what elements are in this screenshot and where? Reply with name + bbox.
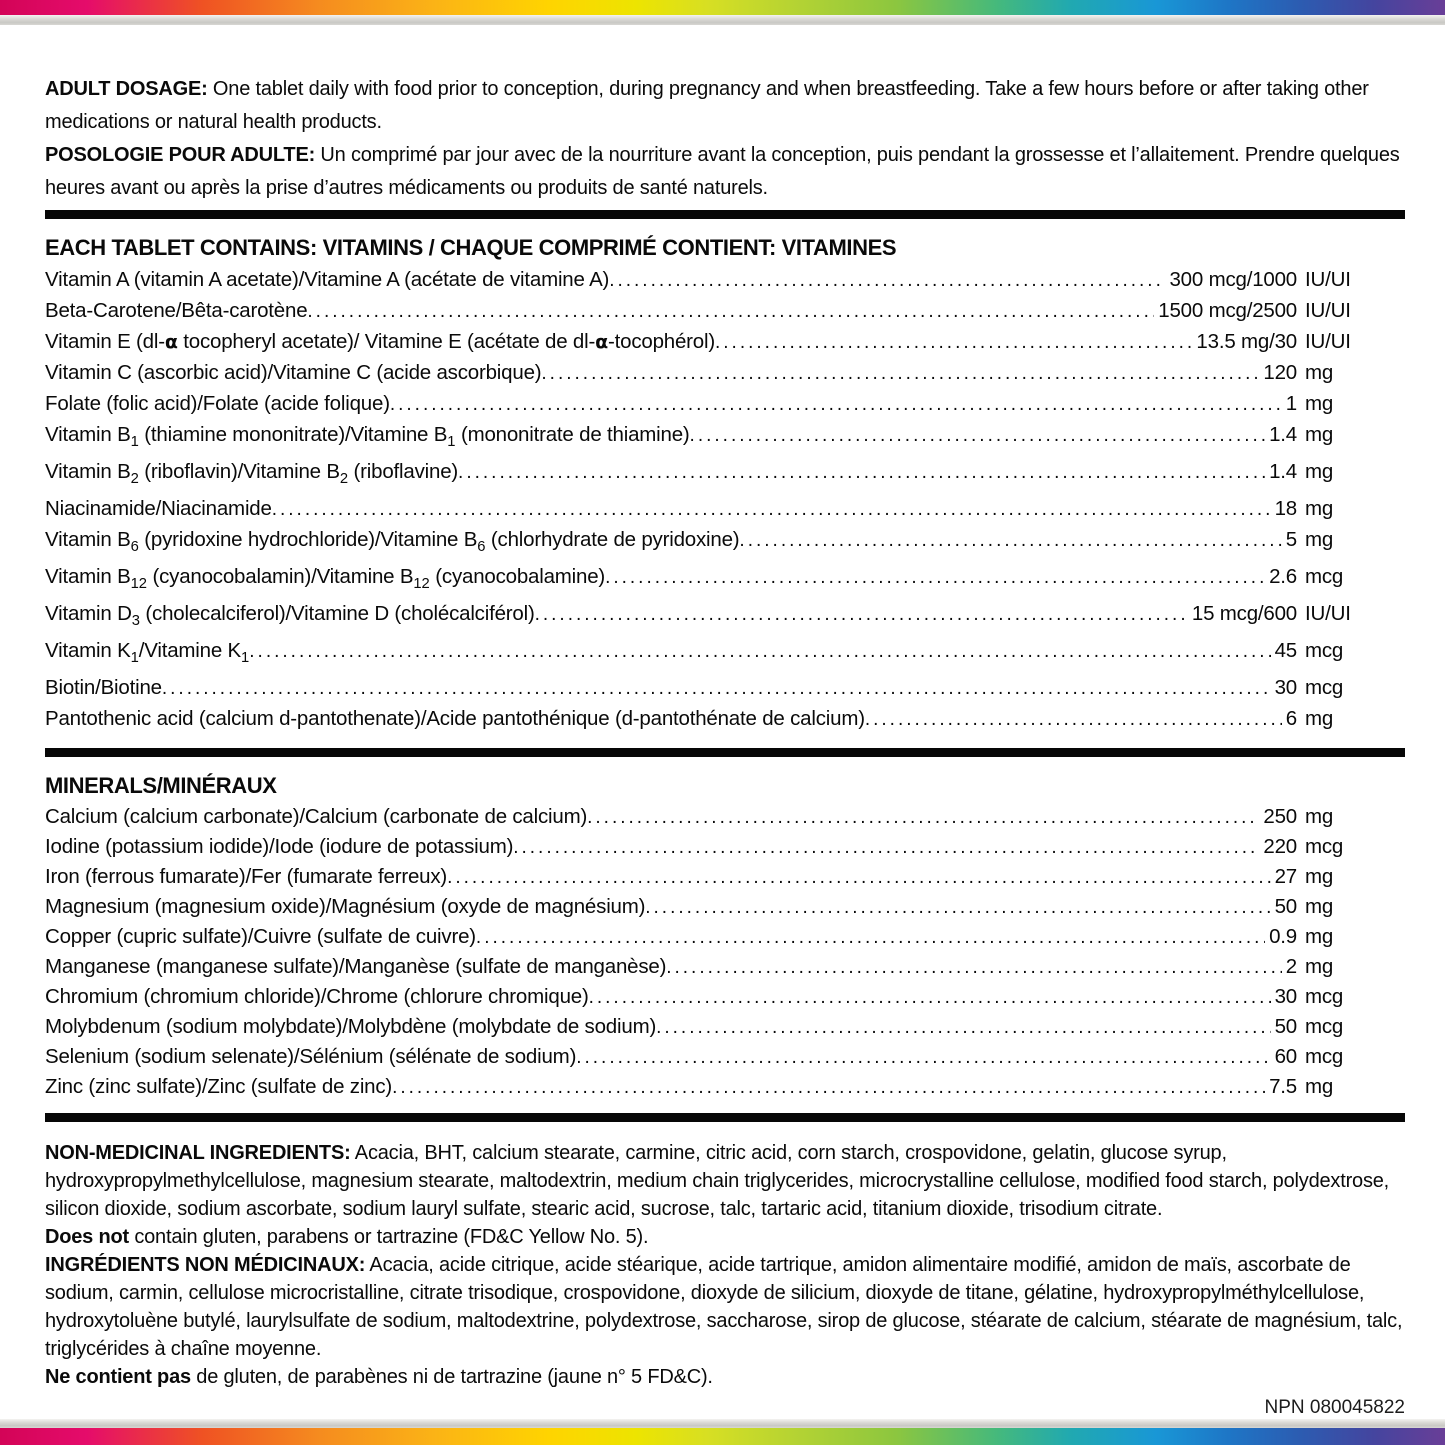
ingredient-name: Vitamin A (vitamin A acetate)/Vitamine A (acétate de vitamine A) bbox=[45, 267, 610, 291]
ingredient-name: Selenium (sodium selenate)/Sélénium (sélénate de sodium) bbox=[45, 1045, 577, 1069]
ingredient-amount: 60 bbox=[1274, 1045, 1297, 1069]
ingredient-amount: 1.4 bbox=[1269, 422, 1297, 446]
ingredient-amount: 30 bbox=[1274, 676, 1297, 700]
ingredient-row bbox=[45, 457, 1405, 494]
ingredient-unit: mcg bbox=[1305, 1015, 1344, 1039]
label-content bbox=[45, 25, 1405, 1420]
dot-leader bbox=[249, 636, 1270, 667]
non-medicinal-paragraph-fr bbox=[45, 1251, 1405, 1363]
ingredient-row bbox=[45, 1012, 1405, 1042]
ingredient-amount: 1.4 bbox=[1269, 459, 1297, 483]
npn-number: NPN 080045822 bbox=[1264, 1397, 1405, 1419]
ingredient-unit: mcg bbox=[1305, 985, 1344, 1009]
dosage-paragraph-fr bbox=[45, 139, 1405, 205]
ingredient-row bbox=[45, 420, 1405, 457]
ingredient-unit: mg bbox=[1305, 895, 1334, 919]
dot-leader bbox=[656, 1012, 1271, 1042]
dot-leader bbox=[541, 358, 1259, 389]
ingredient-amount: 6 bbox=[1285, 707, 1297, 731]
ingredient-name: Zinc (zinc sulfate)/Zinc (sulfate de zinc) bbox=[45, 1075, 393, 1099]
ingredient-name: Vitamin E (dl-α tocopheryl acetate)/ Vitamine E (acétate de dl-α-tocophérol) bbox=[45, 329, 715, 353]
ingredient-unit: mg bbox=[1305, 496, 1334, 520]
ingredient-name: Vitamin $B_6$ (pyridoxine hydrochloride)/Vitamine $B_6$ (chlorhydrate de pyridoxine) bbox=[45, 527, 740, 555]
ingredient-row bbox=[45, 922, 1405, 952]
ingredient-row bbox=[45, 389, 1405, 420]
ingredient-name: Vitamin $D_3$ (cholecalciferol)/Vitamine D (cholécalciférol) bbox=[45, 602, 535, 630]
ingredient-row bbox=[45, 1042, 1405, 1072]
ingredient-amount: 300 mcg/1000 bbox=[1169, 267, 1297, 291]
dosage-lead-en: ADULT DOSAGE: bbox=[45, 77, 208, 100]
dot-leader bbox=[476, 922, 1265, 952]
ingredient-row bbox=[45, 494, 1405, 525]
does-not-contain-en bbox=[45, 1223, 1405, 1251]
ingredient-name: Molybdenum (sodium molybdate)/Molybdène (molybdate de sodium) bbox=[45, 1015, 657, 1039]
ingredient-name: Iron (ferrous fumarate)/Fer (fumarate ferreux) bbox=[45, 865, 448, 889]
ingredient-row bbox=[45, 525, 1405, 562]
ingredient-row bbox=[45, 704, 1405, 735]
ingredient-unit: mg bbox=[1305, 955, 1334, 979]
ingredient-name: Biotin/Biotine bbox=[45, 676, 162, 700]
ingredient-name: Pantothenic acid (calcium d-pantothenate)/Acide pantothénique (d-pantothénate de calcium) bbox=[45, 707, 865, 731]
ingredient-unit: mg bbox=[1305, 391, 1334, 415]
ingredient-name: Calcium (calcium carbonate)/Calcium (carbonate de calcium) bbox=[45, 805, 588, 829]
dot-leader bbox=[390, 389, 1282, 420]
top-rainbow-bar bbox=[0, 0, 1445, 15]
dosage-lead-fr: POSOLOGIE POUR ADULTE: bbox=[45, 143, 316, 166]
ingredient-unit: mcg bbox=[1305, 835, 1344, 859]
dot-leader bbox=[535, 599, 1188, 630]
ingredient-name: Folate (folic acid)/Folate (acide folique) bbox=[45, 391, 390, 415]
dot-leader bbox=[666, 952, 1282, 982]
dot-leader bbox=[513, 832, 1259, 862]
dot-leader bbox=[715, 327, 1192, 358]
non-medicinal-paragraph-en bbox=[45, 1139, 1405, 1223]
ingredient-name: Chromium (chromium chloride)/Chrome (chlorure chromique) bbox=[45, 985, 589, 1009]
ingredient-name: Copper (cupric sulfate)/Cuivre (sulfate de cuivre) bbox=[45, 925, 476, 949]
dot-leader bbox=[589, 982, 1271, 1012]
ingredient-unit: mg bbox=[1305, 360, 1334, 384]
ingredient-unit: mg bbox=[1305, 527, 1334, 551]
ingredient-unit: IU/UI bbox=[1305, 329, 1351, 353]
dosage-text-fr: Un comprimé par jour avec de la nourriture avant la conception, puis pendant la grossesse et l’allaitement. Prendre quelques heures avant ou après la prise d’autres médicaments ou produits de santé naturels. bbox=[45, 143, 1400, 199]
non-medicinal-section bbox=[45, 1139, 1405, 1391]
non-medicinal-text-en: Acacia, BHT, calcium stearate, carmine, citric acid, corn starch, crospovidone, gelatin, glucose syrup, hydroxypropylmethylcellulose, magnesium stearate, maltodextrin, medium chain triglycerides, microcrystalline cellulose, modified food starch, polydextrose, silicon dioxide, sodium ascorbate, sodium lauryl sulfate, stearic acid, sucrose, talc, tartaric acid, titanium dioxide, trisodium citrate. bbox=[45, 1142, 1390, 1221]
ingredient-row bbox=[45, 673, 1405, 704]
ingredient-name: Niacinamide/Niacinamide bbox=[45, 496, 272, 520]
ingredient-unit: mg bbox=[1305, 865, 1334, 889]
dot-leader bbox=[447, 862, 1271, 892]
dot-leader bbox=[272, 494, 1271, 525]
top-silver-bar bbox=[0, 15, 1445, 24]
ingredient-amount: 220 bbox=[1263, 835, 1297, 859]
minerals-table bbox=[45, 802, 1405, 1102]
ingredient-amount: 50 bbox=[1274, 895, 1297, 919]
does-not-lead-fr: Ne contient pas bbox=[45, 1366, 191, 1389]
ingredient-row bbox=[45, 562, 1405, 599]
ingredient-row bbox=[45, 358, 1405, 389]
ingredient-name: Iodine (potassium iodide)/Iode (iodure de potassium) bbox=[45, 835, 514, 859]
ingredient-unit: mcg bbox=[1305, 639, 1344, 663]
dosage-text-en: One tablet daily with food prior to conception, during pregnancy and when breastfeeding. Take a few hours before or after taking other medications or natural health products. bbox=[45, 77, 1369, 133]
does-not-text-en: contain gluten, parabens or tartrazine (FD&C Yellow No. 5). bbox=[128, 1226, 649, 1249]
ingredient-row bbox=[45, 599, 1405, 636]
non-medicinal-text-fr: Acacia, acide citrique, acide stéarique, acide tartrique, amidon alimentaire modifié, amidon de maïs, ascorbate de sodium, carmin, cellulose microcristalline, citrate trisodique, crospovidone, dioxyde de silicium, dioxyde de titane, gélatine, hydroxypropylméthylcellulose, hydroxytoluène butylé, laurylsulfate de sodium, maltodextrine, polydextrose, saccharose, sirop de glucose, stéarate de calcium, stéarate de magnésium, talc, triglycérides à chaîne moyenne. bbox=[45, 1254, 1403, 1361]
ingredient-row bbox=[45, 296, 1405, 327]
ingredient-row bbox=[45, 982, 1405, 1012]
dot-leader bbox=[865, 704, 1282, 735]
ingredient-amount: 1 bbox=[1285, 391, 1297, 415]
vitamins-table bbox=[45, 265, 1405, 736]
non-medicinal-lead-fr: INGRÉDIENTS NON MÉDICINAUX: bbox=[45, 1254, 366, 1277]
ingredient-name: Vitamin $K_1$/Vitamine $K_1$ bbox=[45, 639, 250, 667]
section-divider bbox=[45, 210, 1405, 219]
dot-leader bbox=[587, 802, 1259, 832]
dosage-section bbox=[45, 73, 1405, 205]
ingredient-amount: 2.6 bbox=[1269, 564, 1297, 588]
ingredient-amount: 250 bbox=[1263, 805, 1297, 829]
ingredient-name: Beta-Carotene/Bêta-carotène bbox=[45, 298, 308, 322]
ingredient-amount: 18 bbox=[1274, 496, 1297, 520]
ingredient-unit: mcg bbox=[1305, 676, 1344, 700]
ingredient-unit: mcg bbox=[1305, 564, 1344, 588]
ingredient-row bbox=[45, 1072, 1405, 1102]
vitamins-header: EACH TABLET CONTAINS: VITAMINS / CHAQUE COMPRIMÉ CONTIENT: VITAMINES bbox=[45, 234, 897, 260]
does-not-lead-en: Does not bbox=[45, 1226, 129, 1249]
ingredient-name: Manganese (manganese sulfate)/Manganèse (sulfate de manganèse) bbox=[45, 955, 667, 979]
ingredient-unit: mg bbox=[1305, 925, 1334, 949]
ingredient-name: Vitamin C (ascorbic acid)/Vitamine C (acide ascorbique) bbox=[45, 360, 542, 384]
dot-leader bbox=[609, 265, 1165, 296]
ingredient-unit: IU/UI bbox=[1305, 267, 1351, 291]
ingredient-amount: 30 bbox=[1274, 985, 1297, 1009]
ingredient-row bbox=[45, 636, 1405, 673]
ingredient-amount: 50 bbox=[1274, 1015, 1297, 1039]
ingredient-name: Vitamin $B_2$ (riboflavin)/Vitamine $B_2$ (riboflavine) bbox=[45, 459, 459, 487]
dot-leader bbox=[307, 296, 1154, 327]
ingredient-amount: 0.9 bbox=[1269, 925, 1297, 949]
ingredient-unit: mg bbox=[1305, 422, 1334, 446]
bottom-rainbow-bar bbox=[0, 1428, 1445, 1445]
dot-leader bbox=[458, 457, 1265, 488]
ingredient-amount: 15 mcg/600 bbox=[1191, 602, 1297, 626]
dot-leader bbox=[576, 1042, 1270, 1072]
ingredient-unit: IU/UI bbox=[1305, 602, 1351, 626]
ingredient-unit: mg bbox=[1305, 707, 1334, 731]
minerals-header: MINERALS/MINÉRAUX bbox=[45, 773, 277, 799]
ingredient-unit: mg bbox=[1305, 805, 1334, 829]
dot-leader bbox=[392, 1072, 1265, 1102]
ingredient-amount: 120 bbox=[1263, 360, 1297, 384]
ingredient-row bbox=[45, 265, 1405, 296]
does-not-contain-fr bbox=[45, 1363, 1405, 1391]
dot-leader bbox=[739, 525, 1281, 556]
dot-leader bbox=[605, 562, 1265, 593]
non-medicinal-lead-en: NON-MEDICINAL INGREDIENTS: bbox=[45, 1142, 351, 1165]
dot-leader bbox=[690, 420, 1266, 451]
ingredient-name: Vitamin $B_{12}$ (cyanocobalamin)/Vitamine $B_{12}$ (cyanocobalamine) bbox=[45, 564, 606, 593]
ingredient-unit: mg bbox=[1305, 1075, 1334, 1099]
ingredient-amount: 5 bbox=[1285, 527, 1297, 551]
ingredient-unit: mg bbox=[1305, 459, 1334, 483]
ingredient-row bbox=[45, 892, 1405, 922]
ingredient-name: Vitamin $B_1$ (thiamine mononitrate)/Vitamine $B_1$ (mononitrate de thiamine) bbox=[45, 422, 690, 450]
ingredient-name: Magnesium (magnesium oxide)/Magnésium (oxyde de magnésium) bbox=[45, 895, 646, 919]
dot-leader bbox=[162, 673, 1271, 704]
ingredient-row bbox=[45, 327, 1405, 358]
ingredient-row bbox=[45, 862, 1405, 892]
section-divider bbox=[45, 1113, 1405, 1122]
ingredient-amount: 45 bbox=[1274, 639, 1297, 663]
bottom-silver-bar bbox=[0, 1419, 1445, 1428]
does-not-text-fr: de gluten, de parabènes ni de tartrazine (jaune n° 5 FD&C). bbox=[190, 1366, 713, 1389]
dosage-paragraph-en bbox=[45, 73, 1405, 139]
dot-leader bbox=[645, 892, 1270, 922]
ingredient-amount: 1500 mcg/2500 bbox=[1158, 298, 1297, 322]
ingredient-amount: 2 bbox=[1285, 955, 1297, 979]
ingredient-unit: IU/UI bbox=[1305, 298, 1351, 322]
ingredient-row bbox=[45, 832, 1405, 862]
ingredient-unit: mcg bbox=[1305, 1045, 1344, 1069]
ingredient-amount: 7.5 bbox=[1269, 1075, 1297, 1099]
ingredient-amount: 27 bbox=[1274, 865, 1297, 889]
section-divider bbox=[45, 748, 1405, 757]
ingredient-amount: 13.5 mg/30 bbox=[1196, 329, 1297, 353]
ingredient-row bbox=[45, 952, 1405, 982]
ingredient-row bbox=[45, 802, 1405, 832]
